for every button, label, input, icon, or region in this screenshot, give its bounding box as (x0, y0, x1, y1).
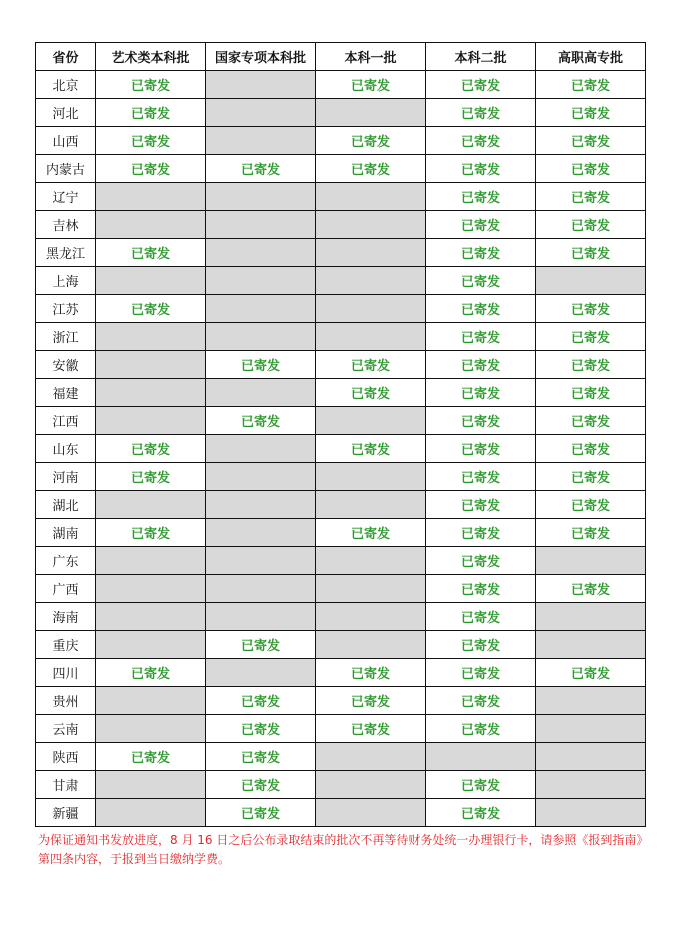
province-cell: 云南 (36, 715, 96, 743)
table-row (36, 155, 646, 183)
status-sent-cell: 已寄发 (426, 547, 536, 575)
table-row (36, 407, 646, 435)
province-cell: 重庆 (36, 631, 96, 659)
status-empty-cell (206, 659, 316, 687)
status-empty-cell (206, 295, 316, 323)
table-row (36, 435, 646, 463)
status-empty-cell (316, 631, 426, 659)
status-empty-cell (316, 211, 426, 239)
status-sent-cell: 已寄发 (536, 239, 646, 267)
status-sent-cell: 已寄发 (96, 239, 206, 267)
status-empty-cell (316, 239, 426, 267)
province-cell: 广西 (36, 575, 96, 603)
status-sent-cell: 已寄发 (316, 71, 426, 99)
status-empty-cell (316, 771, 426, 799)
status-sent-cell: 已寄发 (426, 99, 536, 127)
status-empty-cell (206, 379, 316, 407)
status-sent-cell: 已寄发 (536, 659, 646, 687)
status-sent-cell: 已寄发 (536, 211, 646, 239)
status-sent-cell: 已寄发 (536, 519, 646, 547)
province-cell: 黑龙江 (36, 239, 96, 267)
status-sent-cell: 已寄发 (536, 463, 646, 491)
table-row (36, 71, 646, 99)
status-sent-cell: 已寄发 (426, 771, 536, 799)
status-sent-cell: 已寄发 (316, 379, 426, 407)
status-empty-cell (316, 267, 426, 295)
status-sent-cell: 已寄发 (426, 799, 536, 827)
status-sent-cell: 已寄发 (206, 351, 316, 379)
status-empty-cell (316, 183, 426, 211)
status-empty-cell (316, 575, 426, 603)
status-sent-cell: 已寄发 (96, 295, 206, 323)
table-row (36, 743, 646, 771)
status-sent-cell: 已寄发 (536, 575, 646, 603)
status-empty-cell (206, 99, 316, 127)
status-empty-cell (206, 435, 316, 463)
status-empty-cell (96, 323, 206, 351)
header-row (36, 43, 646, 71)
status-sent-cell: 已寄发 (206, 155, 316, 183)
status-sent-cell: 已寄发 (206, 631, 316, 659)
status-empty-cell (316, 295, 426, 323)
status-sent-cell: 已寄发 (426, 239, 536, 267)
table-row (36, 127, 646, 155)
status-sent-cell: 已寄发 (426, 631, 536, 659)
status-sent-cell: 已寄发 (316, 155, 426, 183)
status-sent-cell: 已寄发 (316, 435, 426, 463)
status-empty-cell (536, 267, 646, 295)
status-sent-cell: 已寄发 (536, 295, 646, 323)
province-cell: 河北 (36, 99, 96, 127)
status-sent-cell: 已寄发 (96, 127, 206, 155)
province-cell: 贵州 (36, 687, 96, 715)
table-row (36, 211, 646, 239)
status-empty-cell (536, 631, 646, 659)
province-cell: 江苏 (36, 295, 96, 323)
status-sent-cell: 已寄发 (316, 519, 426, 547)
status-sent-cell: 已寄发 (426, 155, 536, 183)
status-sent-cell: 已寄发 (316, 715, 426, 743)
status-empty-cell (316, 463, 426, 491)
header-vocational: 高职高专批 (536, 43, 646, 71)
status-empty-cell (206, 463, 316, 491)
table-row (36, 631, 646, 659)
status-sent-cell: 已寄发 (536, 379, 646, 407)
status-empty-cell (96, 211, 206, 239)
status-empty-cell (206, 267, 316, 295)
province-cell: 山东 (36, 435, 96, 463)
status-empty-cell (96, 687, 206, 715)
table-row (36, 659, 646, 687)
status-sent-cell: 已寄发 (206, 799, 316, 827)
header-art-undergrad: 艺术类本科批 (96, 43, 206, 71)
status-empty-cell (536, 687, 646, 715)
status-empty-cell (206, 519, 316, 547)
status-sent-cell: 已寄发 (426, 127, 536, 155)
status-sent-cell: 已寄发 (426, 659, 536, 687)
status-sent-cell: 已寄发 (206, 687, 316, 715)
status-sent-cell: 已寄发 (426, 435, 536, 463)
status-sent-cell: 已寄发 (426, 491, 536, 519)
status-empty-cell (96, 799, 206, 827)
status-empty-cell (96, 351, 206, 379)
status-sent-cell: 已寄发 (96, 155, 206, 183)
table-row (36, 575, 646, 603)
status-empty-cell (316, 547, 426, 575)
payment-note: 为保证通知书发放进度，8 月 16 日之后公布录取结束的批次不再等待财务处统一办理银行卡，请参照《报到指南》第四条内容，于报到当日缴纳学费。 (38, 833, 643, 866)
status-empty-cell (96, 183, 206, 211)
status-empty-cell (96, 491, 206, 519)
table-row (36, 239, 646, 267)
province-cell: 江西 (36, 407, 96, 435)
status-sent-cell: 已寄发 (426, 519, 536, 547)
status-empty-cell (96, 771, 206, 799)
table-row (36, 771, 646, 799)
province-cell: 浙江 (36, 323, 96, 351)
status-sent-cell: 已寄发 (536, 99, 646, 127)
province-cell: 福建 (36, 379, 96, 407)
admission-notice-table (35, 42, 646, 827)
table-row (36, 295, 646, 323)
province-cell: 北京 (36, 71, 96, 99)
table-row (36, 687, 646, 715)
status-sent-cell: 已寄发 (426, 603, 536, 631)
table-row (36, 547, 646, 575)
status-empty-cell (536, 715, 646, 743)
status-sent-cell: 已寄发 (96, 71, 206, 99)
status-sent-cell: 已寄发 (426, 715, 536, 743)
status-empty-cell (206, 603, 316, 631)
status-sent-cell: 已寄发 (426, 687, 536, 715)
status-sent-cell: 已寄发 (96, 99, 206, 127)
status-sent-cell: 已寄发 (536, 435, 646, 463)
header-first-batch: 本科一批 (316, 43, 426, 71)
province-cell: 安徽 (36, 351, 96, 379)
status-sent-cell: 已寄发 (426, 183, 536, 211)
status-empty-cell (206, 211, 316, 239)
status-empty-cell (96, 631, 206, 659)
table-row (36, 603, 646, 631)
province-cell: 上海 (36, 267, 96, 295)
status-sent-cell: 已寄发 (536, 407, 646, 435)
status-sent-cell: 已寄发 (316, 127, 426, 155)
province-cell: 山西 (36, 127, 96, 155)
status-sent-cell: 已寄发 (206, 715, 316, 743)
status-sent-cell: 已寄发 (536, 323, 646, 351)
status-sent-cell: 已寄发 (426, 379, 536, 407)
status-sent-cell: 已寄发 (536, 351, 646, 379)
status-empty-cell (206, 239, 316, 267)
status-sent-cell: 已寄发 (96, 519, 206, 547)
status-empty-cell (536, 799, 646, 827)
status-sent-cell: 已寄发 (536, 183, 646, 211)
status-empty-cell (316, 603, 426, 631)
table-row (36, 491, 646, 519)
table-row (36, 267, 646, 295)
status-sent-cell: 已寄发 (206, 407, 316, 435)
status-empty-cell (96, 379, 206, 407)
status-empty-cell (206, 575, 316, 603)
status-empty-cell (206, 127, 316, 155)
status-empty-cell (206, 71, 316, 99)
province-cell: 湖南 (36, 519, 96, 547)
status-empty-cell (206, 547, 316, 575)
province-cell: 海南 (36, 603, 96, 631)
header-national-special: 国家专项本科批 (206, 43, 316, 71)
status-sent-cell: 已寄发 (206, 743, 316, 771)
status-empty-cell (536, 547, 646, 575)
status-empty-cell (316, 799, 426, 827)
status-sent-cell: 已寄发 (426, 295, 536, 323)
status-sent-cell: 已寄发 (426, 463, 536, 491)
status-empty-cell (206, 491, 316, 519)
status-sent-cell: 已寄发 (96, 659, 206, 687)
table-body (36, 71, 646, 827)
province-cell: 广东 (36, 547, 96, 575)
status-sent-cell: 已寄发 (426, 351, 536, 379)
status-sent-cell: 已寄发 (536, 127, 646, 155)
status-empty-cell (426, 743, 536, 771)
table-row (36, 99, 646, 127)
table-row (36, 715, 646, 743)
status-sent-cell: 已寄发 (96, 743, 206, 771)
status-empty-cell (316, 323, 426, 351)
province-cell: 内蒙古 (36, 155, 96, 183)
province-cell: 湖北 (36, 491, 96, 519)
table-row (36, 519, 646, 547)
table-row (36, 183, 646, 211)
status-sent-cell: 已寄发 (96, 435, 206, 463)
status-sent-cell: 已寄发 (316, 659, 426, 687)
status-empty-cell (206, 183, 316, 211)
status-empty-cell (206, 323, 316, 351)
province-cell: 四川 (36, 659, 96, 687)
table-row (36, 799, 646, 827)
province-cell: 甘肃 (36, 771, 96, 799)
status-sent-cell: 已寄发 (426, 407, 536, 435)
status-empty-cell (96, 407, 206, 435)
status-sent-cell: 已寄发 (426, 211, 536, 239)
status-empty-cell (316, 743, 426, 771)
status-sent-cell: 已寄发 (536, 155, 646, 183)
table-row (36, 379, 646, 407)
status-empty-cell (96, 267, 206, 295)
header-second-batch: 本科二批 (426, 43, 536, 71)
status-sent-cell: 已寄发 (316, 687, 426, 715)
status-sent-cell: 已寄发 (96, 463, 206, 491)
table-row (36, 463, 646, 491)
province-cell: 河南 (36, 463, 96, 491)
status-sent-cell: 已寄发 (536, 71, 646, 99)
province-cell: 辽宁 (36, 183, 96, 211)
status-empty-cell (96, 575, 206, 603)
status-sent-cell: 已寄发 (426, 323, 536, 351)
status-empty-cell (316, 99, 426, 127)
status-empty-cell (536, 743, 646, 771)
status-sent-cell: 已寄发 (536, 491, 646, 519)
status-empty-cell (536, 771, 646, 799)
table-row (36, 323, 646, 351)
status-sent-cell: 已寄发 (426, 575, 536, 603)
status-empty-cell (316, 407, 426, 435)
table-row (36, 351, 646, 379)
province-cell: 吉林 (36, 211, 96, 239)
status-empty-cell (316, 491, 426, 519)
province-cell: 陕西 (36, 743, 96, 771)
status-empty-cell (536, 603, 646, 631)
status-sent-cell: 已寄发 (206, 771, 316, 799)
status-sent-cell: 已寄发 (426, 71, 536, 99)
status-empty-cell (96, 603, 206, 631)
status-empty-cell (96, 547, 206, 575)
status-empty-cell (96, 715, 206, 743)
header-province: 省份 (36, 43, 96, 71)
status-sent-cell: 已寄发 (426, 267, 536, 295)
status-sent-cell: 已寄发 (316, 351, 426, 379)
province-cell: 新疆 (36, 799, 96, 827)
